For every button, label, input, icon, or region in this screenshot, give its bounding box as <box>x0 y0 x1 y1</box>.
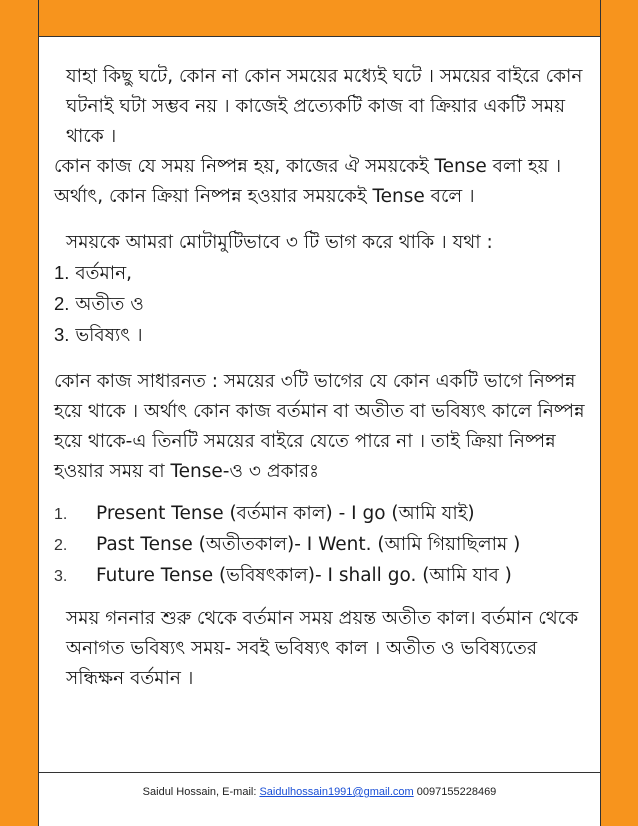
left-frame-line <box>38 0 39 826</box>
list-number: 3. <box>54 568 68 585</box>
list-item <box>54 320 594 351</box>
top-orange-border <box>38 0 600 36</box>
footer-author: Saidul Hossain, E-mail: <box>142 786 260 798</box>
list-text: Future Tense (ভবিষৎকাল)- I shall go. (আমি যাব ) <box>96 565 512 586</box>
top-frame-line <box>38 36 601 37</box>
right-orange-border <box>600 0 638 826</box>
list-text: ভবিষ্যৎ । <box>75 325 143 346</box>
paragraph-summary: সময় গননার শুরু থেকে বর্তমান সময় প্রয়ন্ত অতীত কাল। বর্তমান থেকে অনাগত ভবিষ্যৎ সময়- সবই ভবিষ্যৎ কাল । অতীত ও ভবিষ্যতের সন্ধিক্ষন বর্তমান । <box>66 608 579 689</box>
list-text: বর্তমান, <box>75 263 133 284</box>
list-text: Present Tense (বর্তমান কাল) - I go (আমি যাই) <box>96 503 475 524</box>
paragraph-tense-definition: কোন কাজ যে সময় নিষ্পন্ন হয়, কাজের ঐ সময়কেই Tense বলা হয় । অর্থাৎ, কোন ক্রিয়া নিষ্পন্ন হওয়ার সময়কেই Tense বলে । <box>54 156 562 207</box>
left-orange-border <box>0 0 38 826</box>
list-item <box>54 499 594 530</box>
footer-divider <box>38 772 601 773</box>
paragraph-three-parts: কোন কাজ সাধারনত : সময়ের ৩টি ভাগের যে কোন একটি ভাগে নিষ্পন্ন হয়ে থাকে । অর্থাৎ কোন কাজ বর্তমান বা অতীত বা ভবিষ্যৎ কালে নিষ্পন্ন হয়ে থাকে-এ তিনটি সময়ের বাইরে যেতে পারে না । তাই ক্রিয়া নিষ্পন্ন হওয়ার সময় বা Tense-ও ৩ প্রকারঃ <box>54 371 585 482</box>
document-body <box>54 62 594 694</box>
list-item <box>54 561 594 592</box>
right-frame-line <box>600 0 601 826</box>
list-item <box>54 258 594 289</box>
list-number: 3. <box>54 324 70 345</box>
page-footer <box>38 786 601 798</box>
list-text: অতীত ও <box>75 294 144 315</box>
list-number: 2. <box>54 537 68 554</box>
list-text: Past Tense (অতীতকাল)- I Went. (আমি গিয়াছিলাম ) <box>96 534 521 555</box>
footer-phone: 0097155228469 <box>413 786 497 798</box>
list-item <box>54 289 594 320</box>
paragraph-intro: সময়কে আমরা মোটামুটিভাবে ৩ টি ভাগ করে থাকি । যথা : <box>66 232 493 253</box>
list-number: 1. <box>54 506 68 523</box>
division-list <box>54 258 594 351</box>
footer-email-link[interactable]: Saidulhossain1991@gmail.com <box>259 786 414 798</box>
list-number: 2. <box>54 293 70 314</box>
tense-list <box>54 499 594 592</box>
list-item <box>54 530 594 561</box>
list-number: 1. <box>54 262 70 283</box>
paragraph-definition: যাহা কিছু ঘটে, কোন না কোন সময়ের মধ্যেই ঘটে । সময়ের বাইরে কোন ঘটনাই ঘটা সম্ভব নয় । কাজেই প্রত্যেকটি কাজ বা ক্রিয়ার একটি সময় থাকে । <box>66 66 583 147</box>
